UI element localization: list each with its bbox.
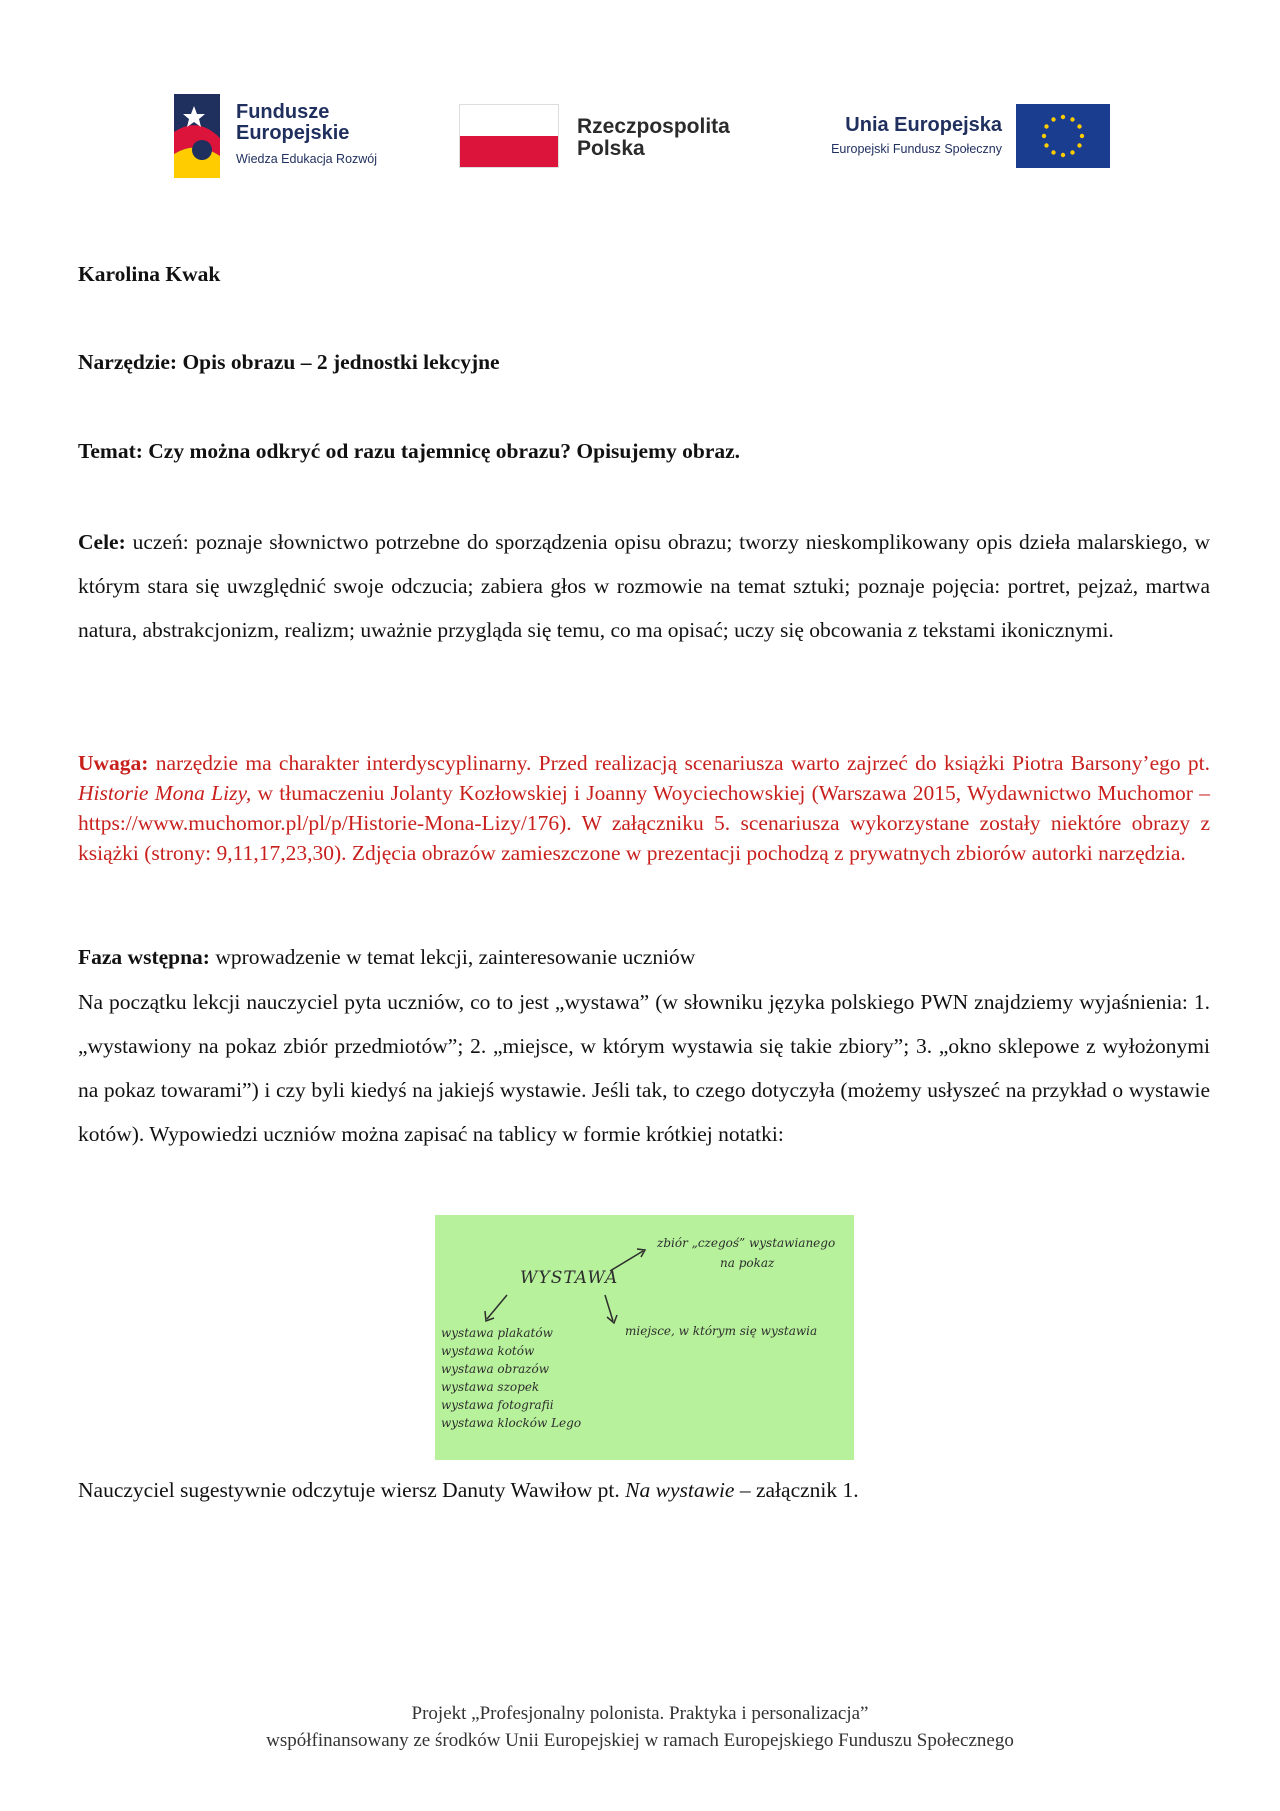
polish-flag-icon — [459, 104, 559, 168]
eu-star-icon — [1070, 117, 1074, 121]
reading-text-after: – załącznik 1. — [734, 1478, 859, 1502]
whiteboard-center: WYSTAWA — [520, 1268, 619, 1288]
note-label: Uwaga: — [78, 751, 149, 775]
topic-heading: Temat: Czy można odkryć od razu tajemnicę obrazu? Opisujemy obraz. — [78, 439, 741, 463]
eu-star-icon — [1061, 153, 1065, 157]
footer-line1: Projekt „Profesjonalny polonista. Praktyka i personalizacja” — [411, 1703, 869, 1724]
rzeczpospolita-polska-logo — [459, 104, 749, 170]
reading-poem-title: Na wystawie — [625, 1478, 735, 1502]
goals-label: Cele: — [78, 530, 126, 554]
rp-logo-line1: Rzeczpospolita — [577, 115, 730, 138]
fe-logo-line2: Europejskie — [236, 122, 350, 144]
whiteboard-branch-right: miejsce, w którym się wystawia — [625, 1324, 818, 1338]
header-logos — [0, 0, 1280, 200]
eu-star-icon — [1044, 143, 1048, 147]
reading-paragraph — [78, 1478, 1210, 1503]
eu-star-icon — [1061, 115, 1065, 119]
ue-logo-title: Unia Europejska — [845, 114, 1002, 136]
whiteboard-list-item: wystawa obrazów — [441, 1362, 550, 1376]
tool-heading: Narzędzie: Opis obrazu – 2 jednostki lekcyjne — [78, 350, 500, 374]
intro-phase-text: wprowadzenie w temat lekcji, zainteresowanie uczniów — [209, 945, 696, 969]
reading-text-before: Nauczyciel sugestywnie odczytuje wiersz Danuty Wawiłow pt. — [78, 1478, 626, 1502]
eu-flag-icon — [1016, 104, 1110, 168]
intro-paragraph: Na początku lekcji nauczyciel pyta uczniów, co to jest „wystawa” (w słowniku języka polskiego PWN znajdziemy wyjaśnienia: 1. „wystawiony na pokaz zbiór przedmiotów”; 2. „miejsce, w którym wystawia się takie zbiory”; 3. „okno sklepowe z wyłożonymi na pokaz towarami”) i czy byli kiedyś na jakiejś wystawie. Jeśli tak, to czego dotyczyła (możemy usłyszeć na przykład o wystawie kotów). Wypowiedzi uczniów można zapisać na tablicy w formie krótkiej notatki: — [78, 990, 1210, 1146]
goals-paragraph — [78, 520, 1210, 652]
unia-europejska-logo — [790, 104, 1110, 170]
intro-phase-label: Faza wstępna: — [78, 945, 210, 969]
whiteboard-list-item: wystawa kotów — [441, 1344, 535, 1358]
whiteboard-list-item: wystawa klocków Lego — [441, 1416, 582, 1430]
whiteboard-list-item: wystawa plakatów — [441, 1326, 553, 1340]
whiteboard-list-item: wystawa szopek — [441, 1380, 540, 1394]
footer-line2: współfinansowany ze środków Unii Europejskiej w ramach Europejskiego Funduszu Społecznego — [266, 1730, 1014, 1751]
fundusze-europejskie-logo — [172, 92, 412, 182]
eu-star-icon — [1070, 150, 1074, 154]
author-name: Karolina Kwak — [78, 262, 221, 286]
fe-logo-line1: Fundusze — [236, 101, 330, 123]
rp-logo-line2: Polska — [577, 137, 645, 160]
whiteboard-list — [441, 1326, 581, 1430]
eu-star-icon — [1042, 134, 1046, 138]
whiteboard-note-image — [435, 1215, 854, 1460]
ue-logo-subtitle: Europejski Fundusz Społeczny — [831, 142, 1002, 156]
eu-star-icon — [1077, 143, 1081, 147]
note-book-title: Historie Mona Lizy, — [78, 781, 252, 805]
fe-emblem-icon — [172, 92, 222, 180]
whiteboard-list-item: wystawa fotografii — [441, 1398, 554, 1412]
eu-star-icon — [1051, 117, 1055, 121]
whiteboard-branch-top-line2: na pokaz — [720, 1256, 775, 1270]
fe-logo-subtitle: Wiedza Edukacja Rozwój — [236, 152, 378, 166]
whiteboard-drawing — [435, 1215, 854, 1460]
note-text-before: narzędzie ma charakter interdyscyplinarny. Przed realizacją scenariusza warto zajrzeć do książki Piotra Barsony’ego pt. — [148, 751, 1210, 775]
note-text-after: w tłumaczeniu Jolanty Kozłowskiej i Joanny Woyciechowskiej (Warszawa 2015, Wydawnictwo Muchomor – https://www.muchomor.pl/pl/p/Historie-Mona-Lizy/176). W załączniku 5. scenariusza wykorzystane zostały niektóre obrazy z książki (strony: 9,11,17,23,30). Zdjęcia obrazów zamieszczone w prezentacji pochodzą z prywatnych zbiorów autorki narzędzia. — [78, 781, 1210, 865]
whiteboard-branch-top-line1: zbiór „czegoś” wystawianego — [657, 1236, 836, 1250]
eu-star-icon — [1077, 124, 1081, 128]
note-paragraph — [78, 748, 1210, 868]
eu-star-icon — [1044, 124, 1048, 128]
intro-phase-heading — [78, 945, 1210, 970]
eu-star-icon — [1051, 150, 1055, 154]
goals-text: uczeń: poznaje słownictwo potrzebne do sporządzenia opisu obrazu; tworzy nieskomplikowany opis dzieła malarskiego, w którym stara się uwzględnić swoje odczucia; zabiera głos w rozmowie na temat sztuki; poznaje pojęcia: portret, pejzaż, martwa natura, abstrakcjonizm, realizm; uważnie przygląda się temu, co ma opisać; uczy się obcowania z tekstami ikonicznymi. — [78, 530, 1210, 642]
eu-star-icon — [1080, 134, 1084, 138]
